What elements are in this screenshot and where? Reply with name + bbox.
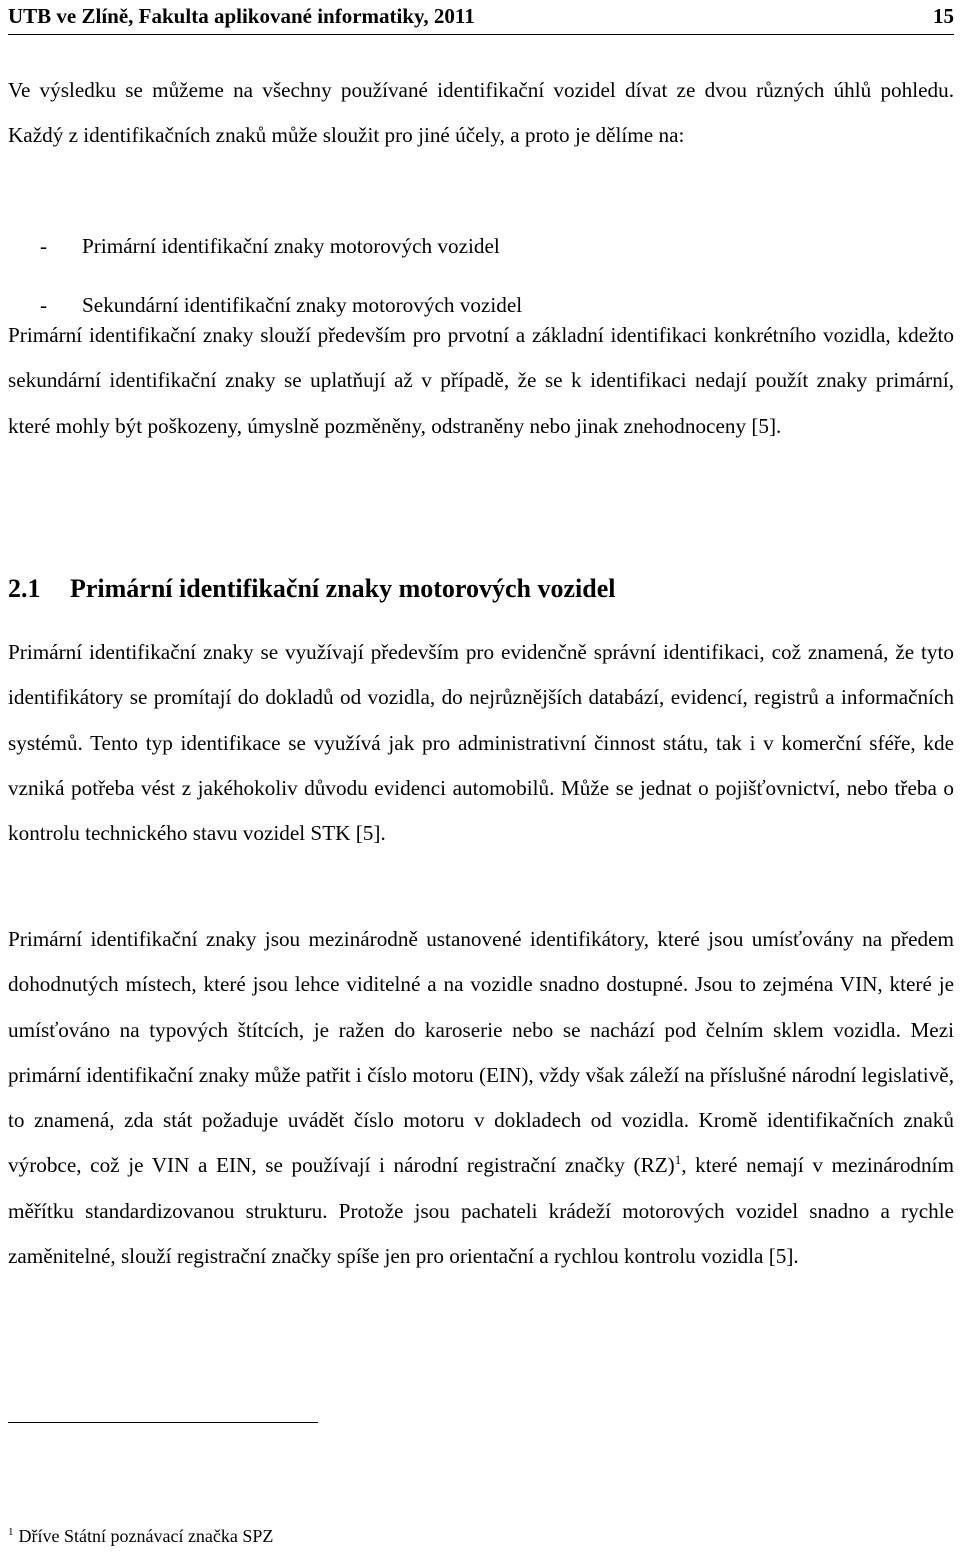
international-text-2: , které nemají v mezinárodním měřítku standardizovanou strukturu. Protože jsou pachateli krádeží motorových vozidel snadno a rychle zaměnitelné, slouží registrační značky spíše jen pro orientační a rychlou kontrolu vozidla [5]. <box>8 1153 954 1269</box>
section-title: Primární identifikační znaky motorových vozidel <box>70 574 616 603</box>
list-item-label: Sekundární identifikační znaky motorových vozidel <box>82 293 523 317</box>
header-title: UTB ve Zlíně, Fakulta aplikované informatiky, 2011 <box>8 4 475 28</box>
page-header <box>8 2 954 32</box>
list-dash: - <box>40 234 48 258</box>
footnote-mark: 1 <box>8 1526 14 1538</box>
footnote-separator <box>8 1422 318 1423</box>
list-dash: - <box>40 293 48 317</box>
footnote-text: Dříve Státní poznávací značka SPZ <box>18 1526 274 1546</box>
footnote <box>8 1524 273 1548</box>
international-text-1: Primární identifikační znaky jsou mezinárodně ustanovené identifikátory, které jsou umísťovány na předem dohodnutých místech, které jsou lehce viditelné a na vozidle snadno dostupné. Jsou to zejména VIN, které je umísťováno na typových štítcích, je ražen do karoserie nebo se nachází pod čelním sklem vozidla. Mezi primární identifikační znaky může patřit i číslo motoru (EIN), vždy však záleží na příslušné národní legislativě, to znamená, zda stát požaduje uvádět číslo motoru v dokladech od vozidla. Kromě identifikačních znaků výrobce, což je VIN a EIN, se používají i národní registrační značky (RZ) <box>8 927 954 1178</box>
header-rule <box>8 34 954 35</box>
intro-paragraph: Ve výsledku se můžeme na všechny používané identifikační vozidel dívat ze dvou různých úhlů pohledu. Každý z identifikačních znaků může sloužit pro jiné účely, a proto je dělíme na: <box>8 78 954 148</box>
international-paragraph <box>8 917 954 1279</box>
list-item-primary <box>40 232 500 260</box>
document-page <box>8 0 954 1552</box>
section-heading <box>8 572 616 606</box>
page-number: 15 <box>933 4 954 28</box>
section-number: 2.1 <box>8 574 41 603</box>
footnote-reference[interactable]: 1 <box>674 1152 682 1168</box>
usage-paragraph: Primární identifikační znaky se využívají především pro evidenčně správní identifikaci, což znamená, že tyto identifikátory se promítají do dokladů od vozidla, do nejrůznějších databází, evidencí, registrů a informačních systémů. Tento typ identifikace se využívá jak pro administrativní činnost státu, tak i v komerční sféře, kde vzniká potřeba vést z jakéhokoliv důvodu evidenci automobilů. Může se jednat o pojišťovnictví, nebo třeba o kontrolu technického stavu vozidel STK [5]. <box>8 640 954 846</box>
list-item-label: Primární identifikační znaky motorových vozidel <box>82 234 500 258</box>
primary-secondary-paragraph: Primární identifikační znaky slouží především pro prvotní a základní identifikaci konkrétního vozidla, kdežto sekundární identifikační znaky se uplatňují až v případě, že se k identifikaci nedají použít znaky primární, které mohly být poškozeny, úmyslně pozměněny, odstraněny nebo jinak znehodnoceny [5]. <box>8 323 954 438</box>
